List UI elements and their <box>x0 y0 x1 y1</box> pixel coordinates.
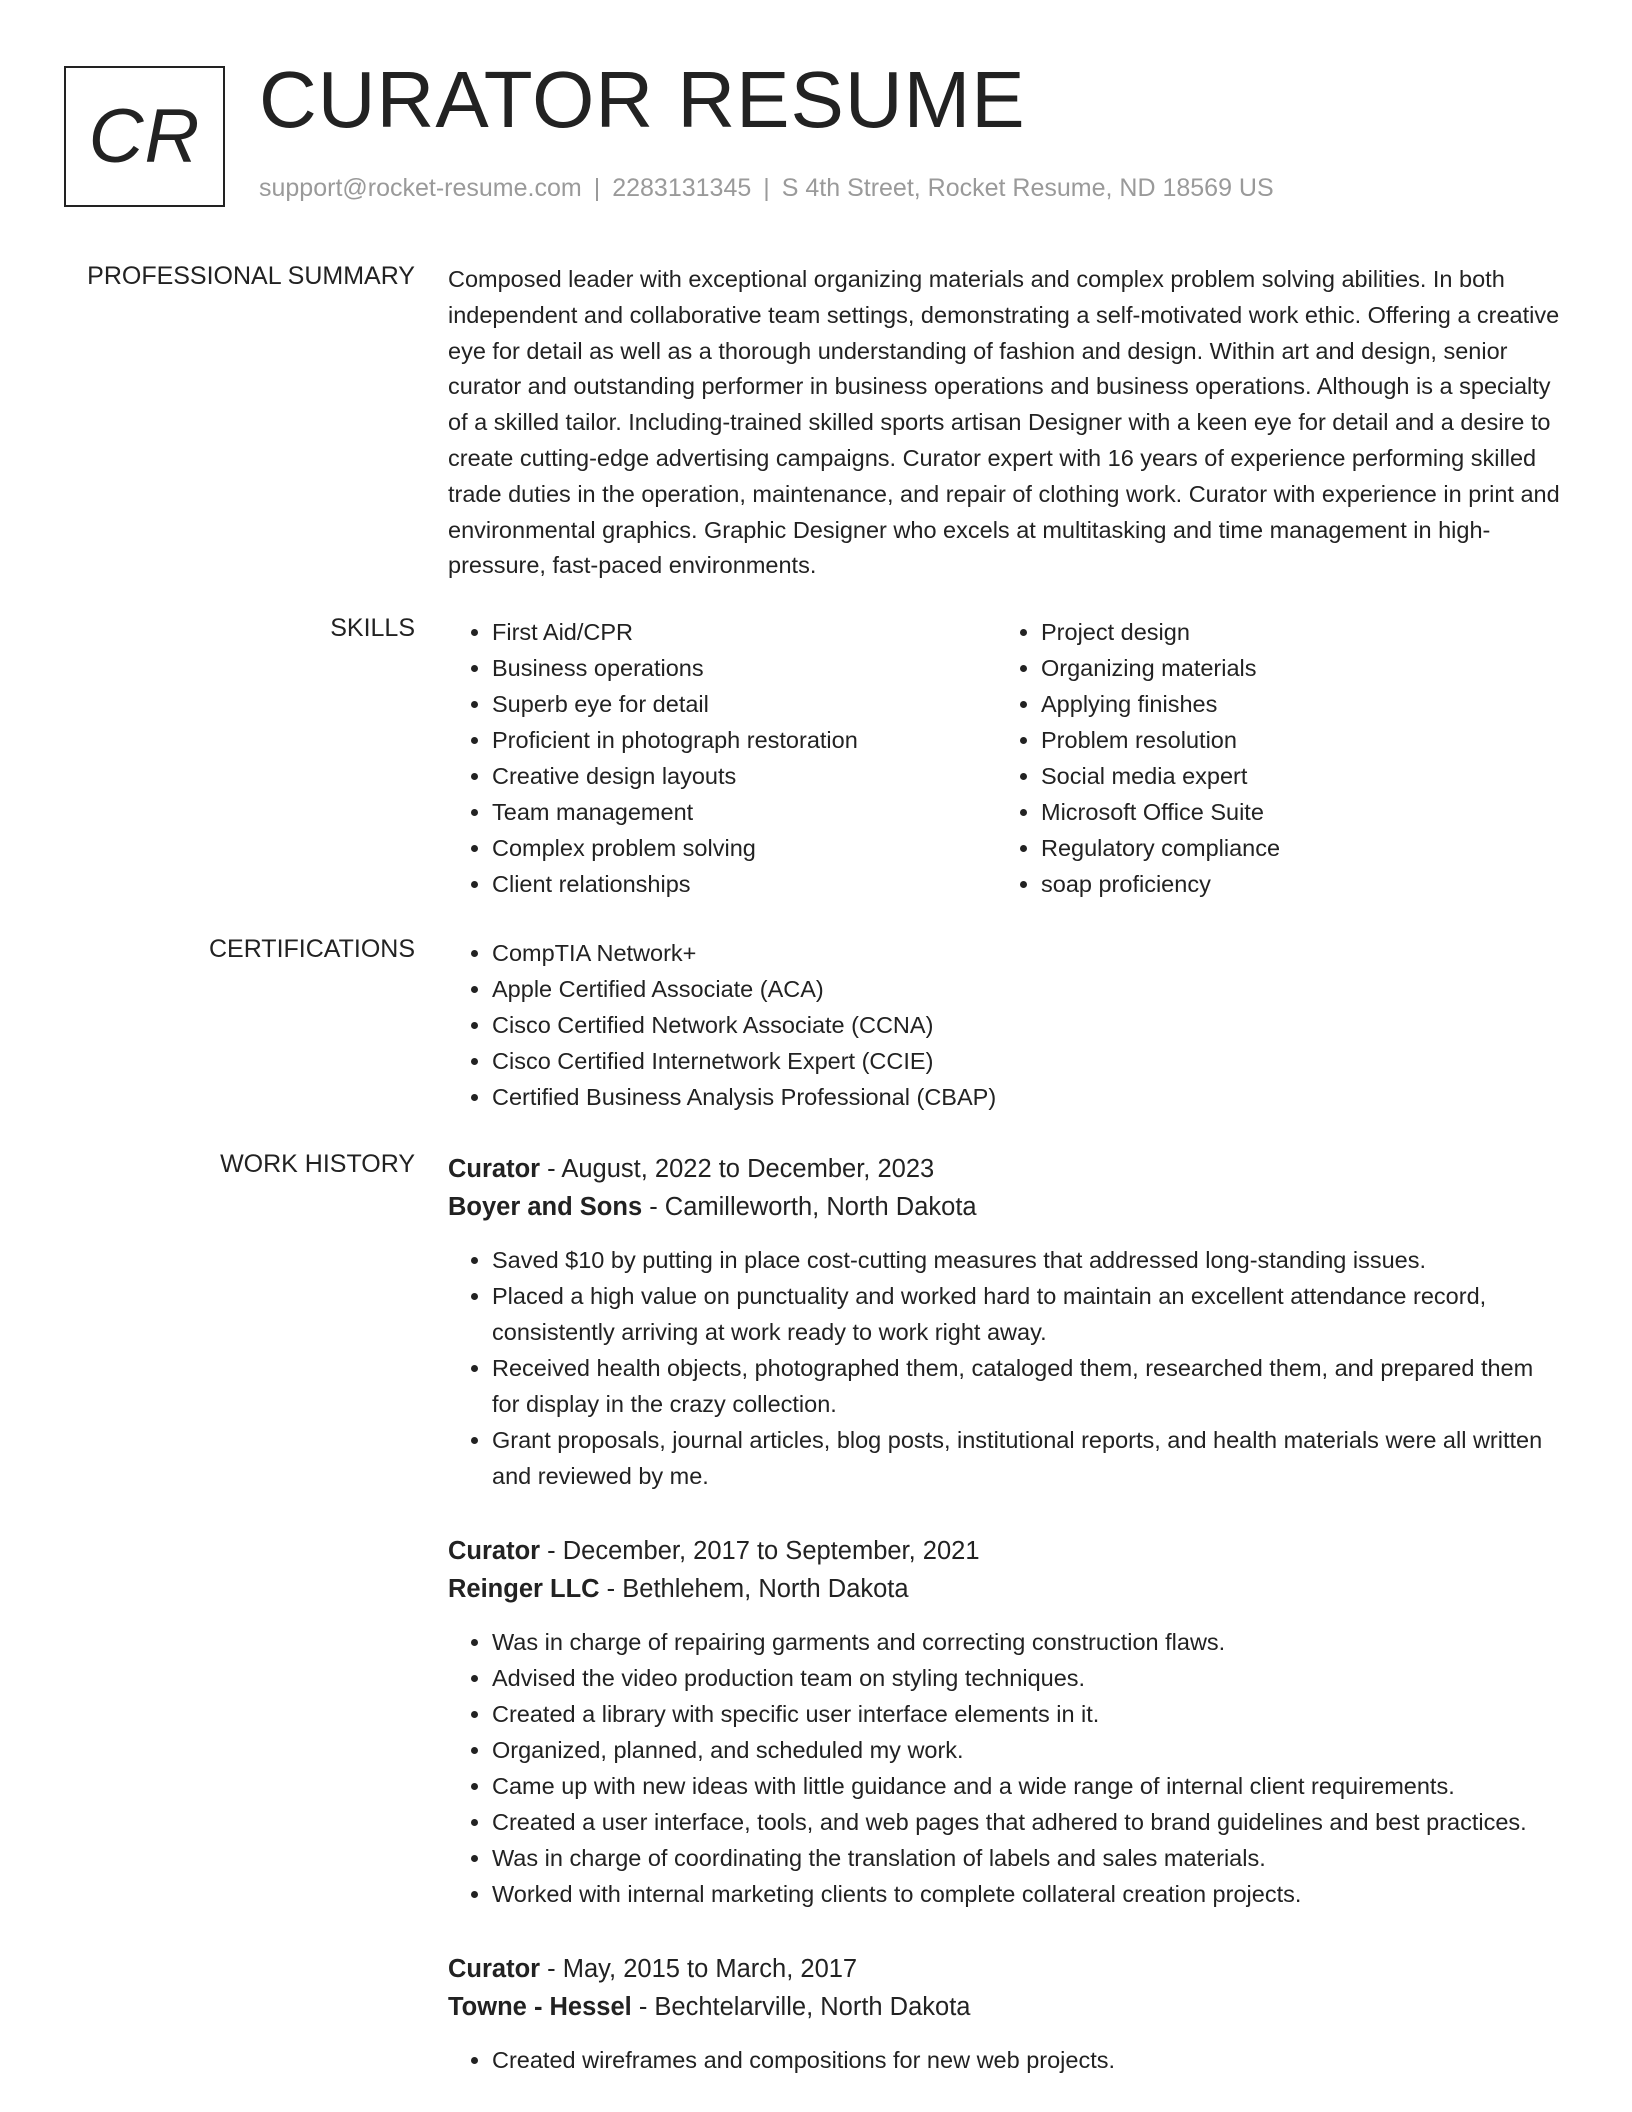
work-history-list <box>448 1150 1560 2078</box>
skill-item: • Organizing materials <box>1041 650 1517 686</box>
job-bullet: • Was in charge of coordinating the translation of labels and sales materials. <box>492 1840 1560 1876</box>
section-label-certifications: CERTIFICATIONS <box>208 935 415 963</box>
job-bullet: • Worked with internal marketing clients to complete collateral creation projects. <box>492 1876 1560 1912</box>
skill-item: • Complex problem solving <box>492 830 968 866</box>
job-title-line <box>448 1150 1560 1188</box>
job-title-line <box>448 1950 1560 1988</box>
job-bullet: • Organized, planned, and scheduled my work. <box>492 1732 1560 1768</box>
job-title: Curator <box>448 1155 541 1183</box>
contact-email[interactable]: support@rocket-resume.com <box>259 174 582 202</box>
section-label-work-history: WORK HISTORY <box>220 1150 415 1178</box>
job-bullet: • Grant proposals, journal articles, blog posts, institutional reports, and health materials were all written and reviewed by me. <box>492 1422 1560 1494</box>
job-company-line <box>448 1570 1560 1608</box>
skill-item: • Regulatory compliance <box>1041 830 1517 866</box>
certification-item: • Apple Certified Associate (ACA) <box>492 971 1560 1007</box>
skill-item: • Project design <box>1041 614 1517 650</box>
job-company: Reinger LLC <box>448 1575 600 1603</box>
contact-separator: | <box>763 174 770 202</box>
skill-item: • soap proficiency <box>1041 866 1517 902</box>
job-bullet: • Saved $10 by putting in place cost-cutting measures that addressed long-standing issues. <box>492 1242 1560 1278</box>
job-entry <box>448 1950 1560 2078</box>
skill-item: • Business operations <box>492 650 968 686</box>
skills-column-right <box>997 614 1517 902</box>
job-title: Curator <box>448 1537 541 1565</box>
job-bullet: • Created a library with specific user interface elements in it. <box>492 1696 1560 1732</box>
section-label-summary: PROFESSIONAL SUMMARY <box>87 262 415 290</box>
certification-item: • Cisco Certified Network Associate (CCNA) <box>492 1007 1560 1043</box>
job-entry <box>448 1150 1560 1494</box>
job-bullet: • Was in charge of repairing garments and correcting construction flaws. <box>492 1624 1560 1660</box>
certifications-list <box>448 935 1560 1115</box>
job-company-line <box>448 1188 1560 1226</box>
contact-address: S 4th Street, Rocket Resume, ND 18569 US <box>781 174 1274 202</box>
job-company-line <box>448 1988 1560 2026</box>
contact-separator: | <box>593 174 601 202</box>
skill-item: • Problem resolution <box>1041 722 1517 758</box>
job-company: Towne - Hessel <box>448 1993 632 2021</box>
skill-item: • Client relationships <box>492 866 968 902</box>
job-bullets <box>448 1624 1560 1912</box>
certification-item: • CompTIA Network+ <box>492 935 1560 971</box>
job-location: - Camilleworth, North Dakota <box>642 1193 977 1221</box>
job-bullets <box>448 2042 1560 2078</box>
job-title-line <box>448 1532 1560 1570</box>
job-bullet: • Received health objects, photographed them, cataloged them, researched them, and prepared them for display in the crazy collection. <box>492 1350 1560 1422</box>
contact-phone[interactable]: 2283131345 <box>612 174 752 202</box>
job-bullet: • Advised the video production team on styling techniques. <box>492 1660 1560 1696</box>
summary-text: Composed leader with exceptional organizing materials and complex problem solving abilities. In both independent and collaborative team settings, demonstrating a self-motivated work ethic. Offering a creative eye for detail as well as a thorough understanding of fashion and design. Within art and design, senior curator and outstanding performer in business operations and business operations. Although is a specialty of a skilled tailor. Including-trained skilled sports artisan Designer with a keen eye for detail and a desire to create cutting-edge advertising campaigns. Curator expert with 16 years of experience performing skilled trade duties in the operation, maintenance, and repair of clothing work. Curator with experience in print and environmental graphics. Graphic Designer who excels at multitasking and time management in high-pressure, fast-paced environments. <box>448 266 1560 579</box>
skill-item: • Team management <box>492 794 968 830</box>
job-title: Curator <box>448 1955 541 1983</box>
skill-item: • Microsoft Office Suite <box>1041 794 1517 830</box>
skill-item: • Superb eye for detail <box>492 686 968 722</box>
job-bullet: • Placed a high value on punctuality and worked hard to maintain an excellent attendance record, consistently arriving at work ready to work right away. <box>492 1278 1560 1350</box>
section-label-skills: SKILLS <box>330 614 415 642</box>
job-location: - Bechtelarville, North Dakota <box>631 1993 971 2021</box>
job-dates: - May, 2015 to March, 2017 <box>540 1955 858 1983</box>
skills-column-left <box>448 614 968 902</box>
certification-item: • Certified Business Analysis Professional (CBAP) <box>492 1079 1560 1115</box>
certification-item: • Cisco Certified Internetwork Expert (CCIE) <box>492 1043 1560 1079</box>
job-bullets <box>448 1242 1560 1494</box>
job-company: Boyer and Sons <box>448 1193 643 1221</box>
job-dates: - August, 2022 to December, 2023 <box>540 1155 935 1183</box>
job-location: - Bethlehem, North Dakota <box>599 1575 909 1603</box>
job-bullet: • Came up with new ideas with little guidance and a wide range of internal client requirements. <box>492 1768 1560 1804</box>
skill-item: • First Aid/CPR <box>492 614 968 650</box>
job-bullet: • Created a user interface, tools, and web pages that adhered to brand guidelines and best practices. <box>492 1804 1560 1840</box>
monogram-logo: CR <box>64 66 225 207</box>
contact-line <box>259 174 1274 203</box>
job-entry <box>448 1532 1560 1912</box>
skill-item: • Proficient in photograph restoration <box>492 722 968 758</box>
job-bullet: • Created wireframes and compositions for new web projects. <box>492 2042 1560 2078</box>
job-dates: - December, 2017 to September, 2021 <box>540 1537 980 1565</box>
skill-item: • Creative design layouts <box>492 758 968 794</box>
skill-item: • Applying finishes <box>1041 686 1517 722</box>
skill-item: • Social media expert <box>1041 758 1517 794</box>
resume-title: CURATOR RESUME <box>259 55 1026 144</box>
